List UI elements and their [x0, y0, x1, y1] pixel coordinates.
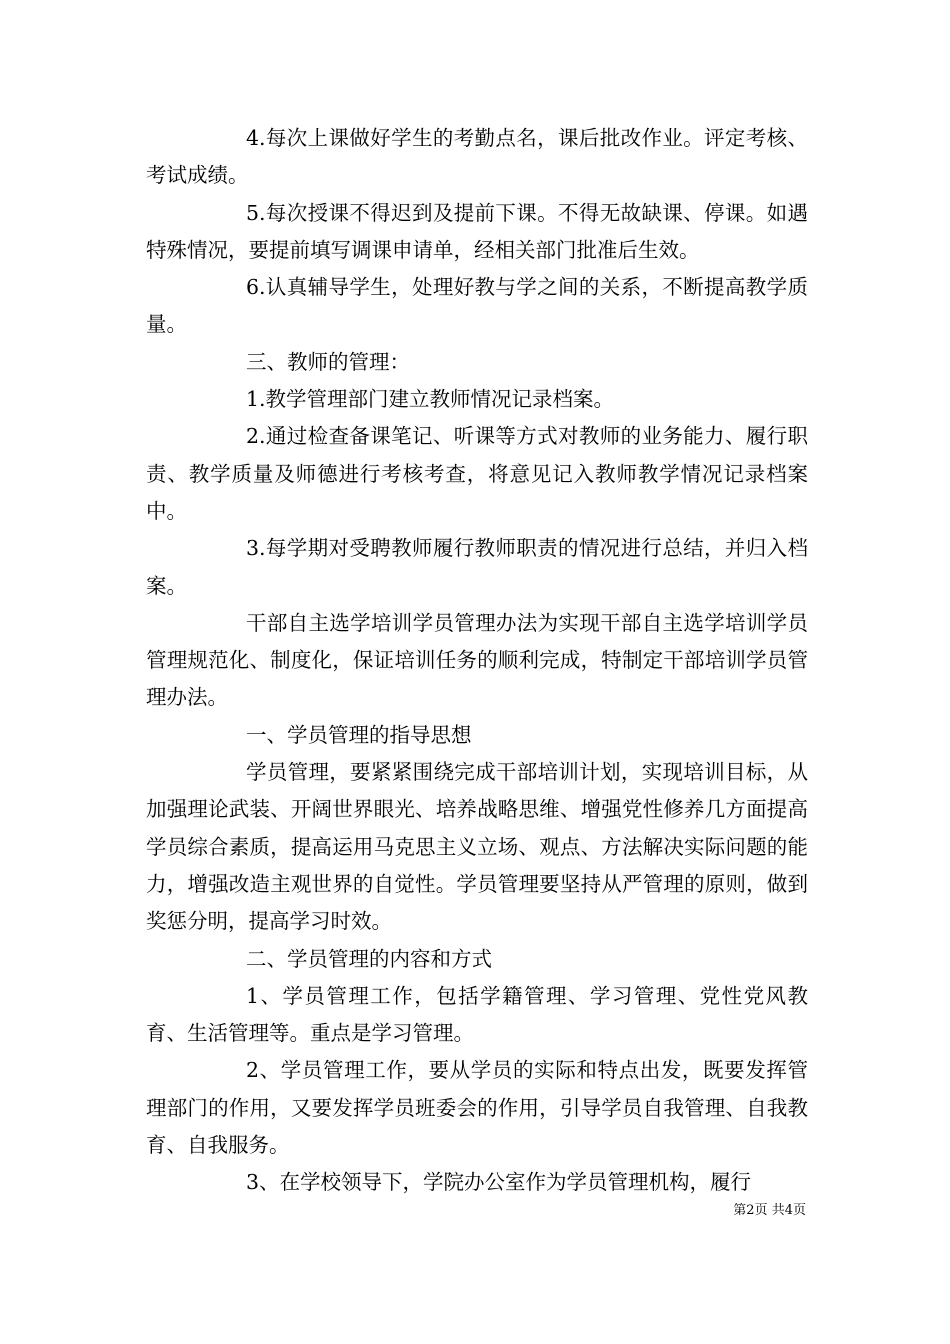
paragraph: 干部自主选学培训学员管理办法为实现干部自主选学培训学员管理规范化、制度化，保证培训任务的顺利完成，特制定干部培训学员管理办法。	[146, 610, 808, 710]
footer-middle: 页 共	[754, 1203, 785, 1218]
footer-suffix: 页	[792, 1203, 806, 1218]
document-body	[146, 120, 808, 1202]
paragraph: 5.每次授课不得迟到及提前下课。不得无故缺课、停课。如遇特殊情况，要提前填写调课申请单，经相关部门批准后生效。	[146, 200, 808, 262]
footer-prefix: 第	[733, 1203, 747, 1218]
paragraph: 3、在学校领导下，学院办公室作为学员管理机构，履行	[246, 1170, 752, 1195]
paragraph: 3.每学期对受聘教师履行教师职责的情况进行总结，并归入档案。	[146, 536, 808, 598]
paragraph: 1、学员管理工作，包括学籍管理、学习管理、党性党风教育、生活管理等。重点是学习管理。	[146, 983, 808, 1046]
paragraph: 2、学员管理工作，要从学员的实际和特点出发，既要发挥管理部门的作用，又要发挥学员班委会的作用，引导学员自我管理、自我教育、自我服务。	[146, 1058, 808, 1158]
paragraph: 1.教学管理部门建立教师情况记录档案。	[246, 387, 615, 412]
section-heading: 一、学员管理的指导思想	[246, 722, 472, 747]
paragraph: 学员管理，要紧紧围绕完成干部培训计划，实现培训目标，从加强理论武装、开阔世界眼光、培养战略思维、增强党性修养几方面提高学员综合素质，提高运用马克思主义立场、观点、方法解决实际问题的能力，增强改造主观世界的自觉性。学员管理要坚持从严管理的原则，做到奖惩分明，提高学习时效。	[146, 760, 808, 934]
footer-total-pages: 4	[784, 1203, 793, 1218]
paragraph: 6.认真辅导学生，处理好教与学之间的关系，不断提高教学质量。	[146, 275, 808, 337]
footer-current-page: 2	[746, 1203, 755, 1218]
section-heading: 二、学员管理的内容和方式	[246, 946, 492, 971]
section-heading: 三、教师的管理：	[246, 349, 410, 374]
paragraph: 4.每次上课做好学生的考勤点名，课后批改作业。评定考核、考试成绩。	[146, 126, 808, 188]
page-number-footer	[733, 1202, 806, 1220]
paragraph: 2.通过检查备课笔记、听课等方式对教师的业务能力、履行职责、教学质量及师德进行考核考查，将意见记入教师教学情况记录档案中。	[146, 424, 808, 523]
